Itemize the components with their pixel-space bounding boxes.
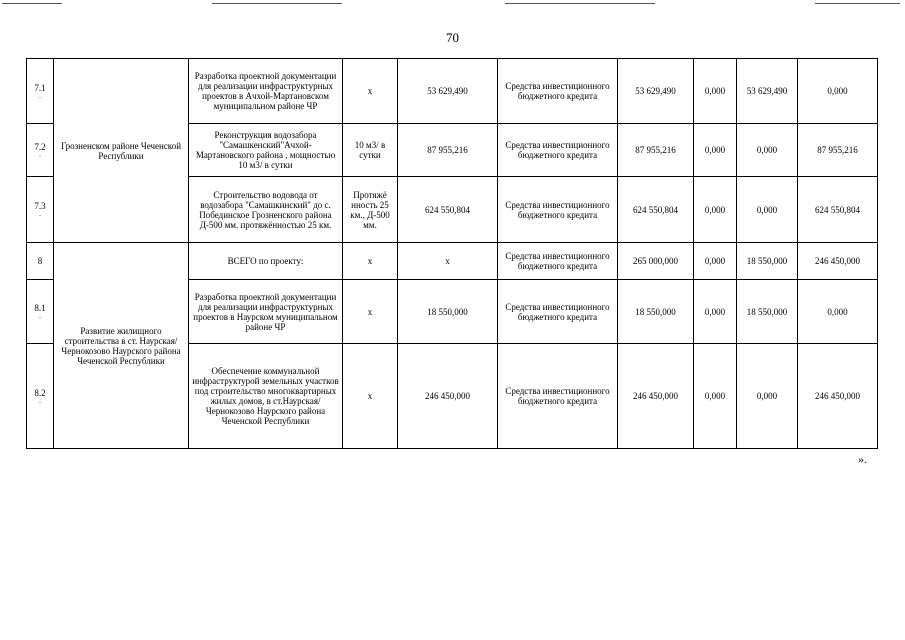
scan-artifact-strip <box>0 0 905 8</box>
year3-cell: 246 450,000 <box>798 344 878 449</box>
project-cell: Разработка проектной документации для реализации инфраструктурных проектов в Наурском муниципальном районе ЧР <box>189 280 343 344</box>
year1-cell: 0,000 <box>694 124 737 177</box>
year2-cell: 0,000 <box>737 124 798 177</box>
year3-cell: 87 955,216 <box>798 124 878 177</box>
project-cell: Строительство водовода от водозабора "Самашкинский" до с. Побединское Грозненского района Д-500 мм. протяжённостью 25 км. <box>189 177 343 243</box>
district-cell: Грозненском районе Чеченской Республики <box>54 59 189 243</box>
row-number-cell: 8 <box>27 243 54 280</box>
cost-cell: 624 550,804 <box>398 177 498 243</box>
capacity-cell: Протяжё нность 25 км., Д-500 мм. <box>343 177 398 243</box>
cost-cell: 18 550,000 <box>398 280 498 344</box>
total-cell: 18 550,000 <box>618 280 694 344</box>
year2-cell: 0,000 <box>737 177 798 243</box>
funding-source-cell: Средства инвестиционного бюджетного кредита <box>498 344 618 449</box>
year1-cell: 0,000 <box>694 243 737 280</box>
total-cell: 246 450,000 <box>618 344 694 449</box>
capacity-cell: 10 м3/ в сутки <box>343 124 398 177</box>
row-number-cell: 7.1 . <box>27 59 54 124</box>
page-number: 70 <box>446 30 459 45</box>
year3-cell: 246 450,000 <box>798 243 878 280</box>
year2-cell: 18 550,000 <box>737 280 798 344</box>
year1-cell: 0,000 <box>694 59 737 124</box>
cost-cell: х <box>398 243 498 280</box>
project-cell: ВСЕГО по проекту: <box>189 243 343 280</box>
total-cell: 53 629,490 <box>618 59 694 124</box>
funding-source-cell: Средства инвестиционного бюджетного кредита <box>498 177 618 243</box>
year3-cell: 0,000 <box>798 59 878 124</box>
closing-quote-mark: ». <box>858 452 867 466</box>
project-cell: Обеспечение коммунальной инфраструктурой земельных участков под строительство многоквартирных жилых домов, в ст.Наурская/Чернокозово Наурского района Чеченской Республики <box>189 344 343 449</box>
funding-source-cell: Средства инвестиционного бюджетного кредита <box>498 124 618 177</box>
row-number-cell: 7.3 . <box>27 177 54 243</box>
year1-cell: 0,000 <box>694 280 737 344</box>
year1-cell: 0,000 <box>694 177 737 243</box>
total-cell: 624 550,804 <box>618 177 694 243</box>
year2-cell: 0,000 <box>737 344 798 449</box>
cost-cell: 53 629,490 <box>398 59 498 124</box>
cost-cell: 246 450,000 <box>398 344 498 449</box>
row-number-cell: 8.1 . <box>27 280 54 344</box>
row-number-cell: 8.2 . <box>27 344 54 449</box>
project-cell: Реконструкция водозабора "Самашкенский"Ачхой-Мартановского района , мощностью 10 м3/ в сутки <box>189 124 343 177</box>
capacity-cell: х <box>343 280 398 344</box>
year1-cell: 0,000 <box>694 344 737 449</box>
capacity-cell: х <box>343 243 398 280</box>
district-cell: Развитие жилищного строительства в ст. Наурская/Чернокозово Наурского района Чеченской Республики <box>54 243 189 449</box>
capacity-cell: х <box>343 59 398 124</box>
total-cell: 265 000,000 <box>618 243 694 280</box>
funding-source-cell: Средства инвестиционного бюджетного кредита <box>498 243 618 280</box>
capacity-cell: х <box>343 344 398 449</box>
year2-cell: 53 629,490 <box>737 59 798 124</box>
table-row <box>27 59 878 124</box>
year3-cell: 624 550,804 <box>798 177 878 243</box>
row-number-cell: 7.2 . <box>27 124 54 177</box>
year2-cell: 18 550,000 <box>737 243 798 280</box>
investment-table <box>26 58 878 449</box>
year3-cell: 0,000 <box>798 280 878 344</box>
table-row <box>27 243 878 280</box>
funding-source-cell: Средства инвестиционного бюджетного кредита <box>498 59 618 124</box>
funding-source-cell: Средства инвестиционного бюджетного кредита <box>498 280 618 344</box>
total-cell: 87 955,216 <box>618 124 694 177</box>
cost-cell: 87 955,216 <box>398 124 498 177</box>
project-cell: Разработка проектной документации для реализации инфраструктурных проектов в Ачхой-Мартановском муниципальном районе ЧР <box>189 59 343 124</box>
